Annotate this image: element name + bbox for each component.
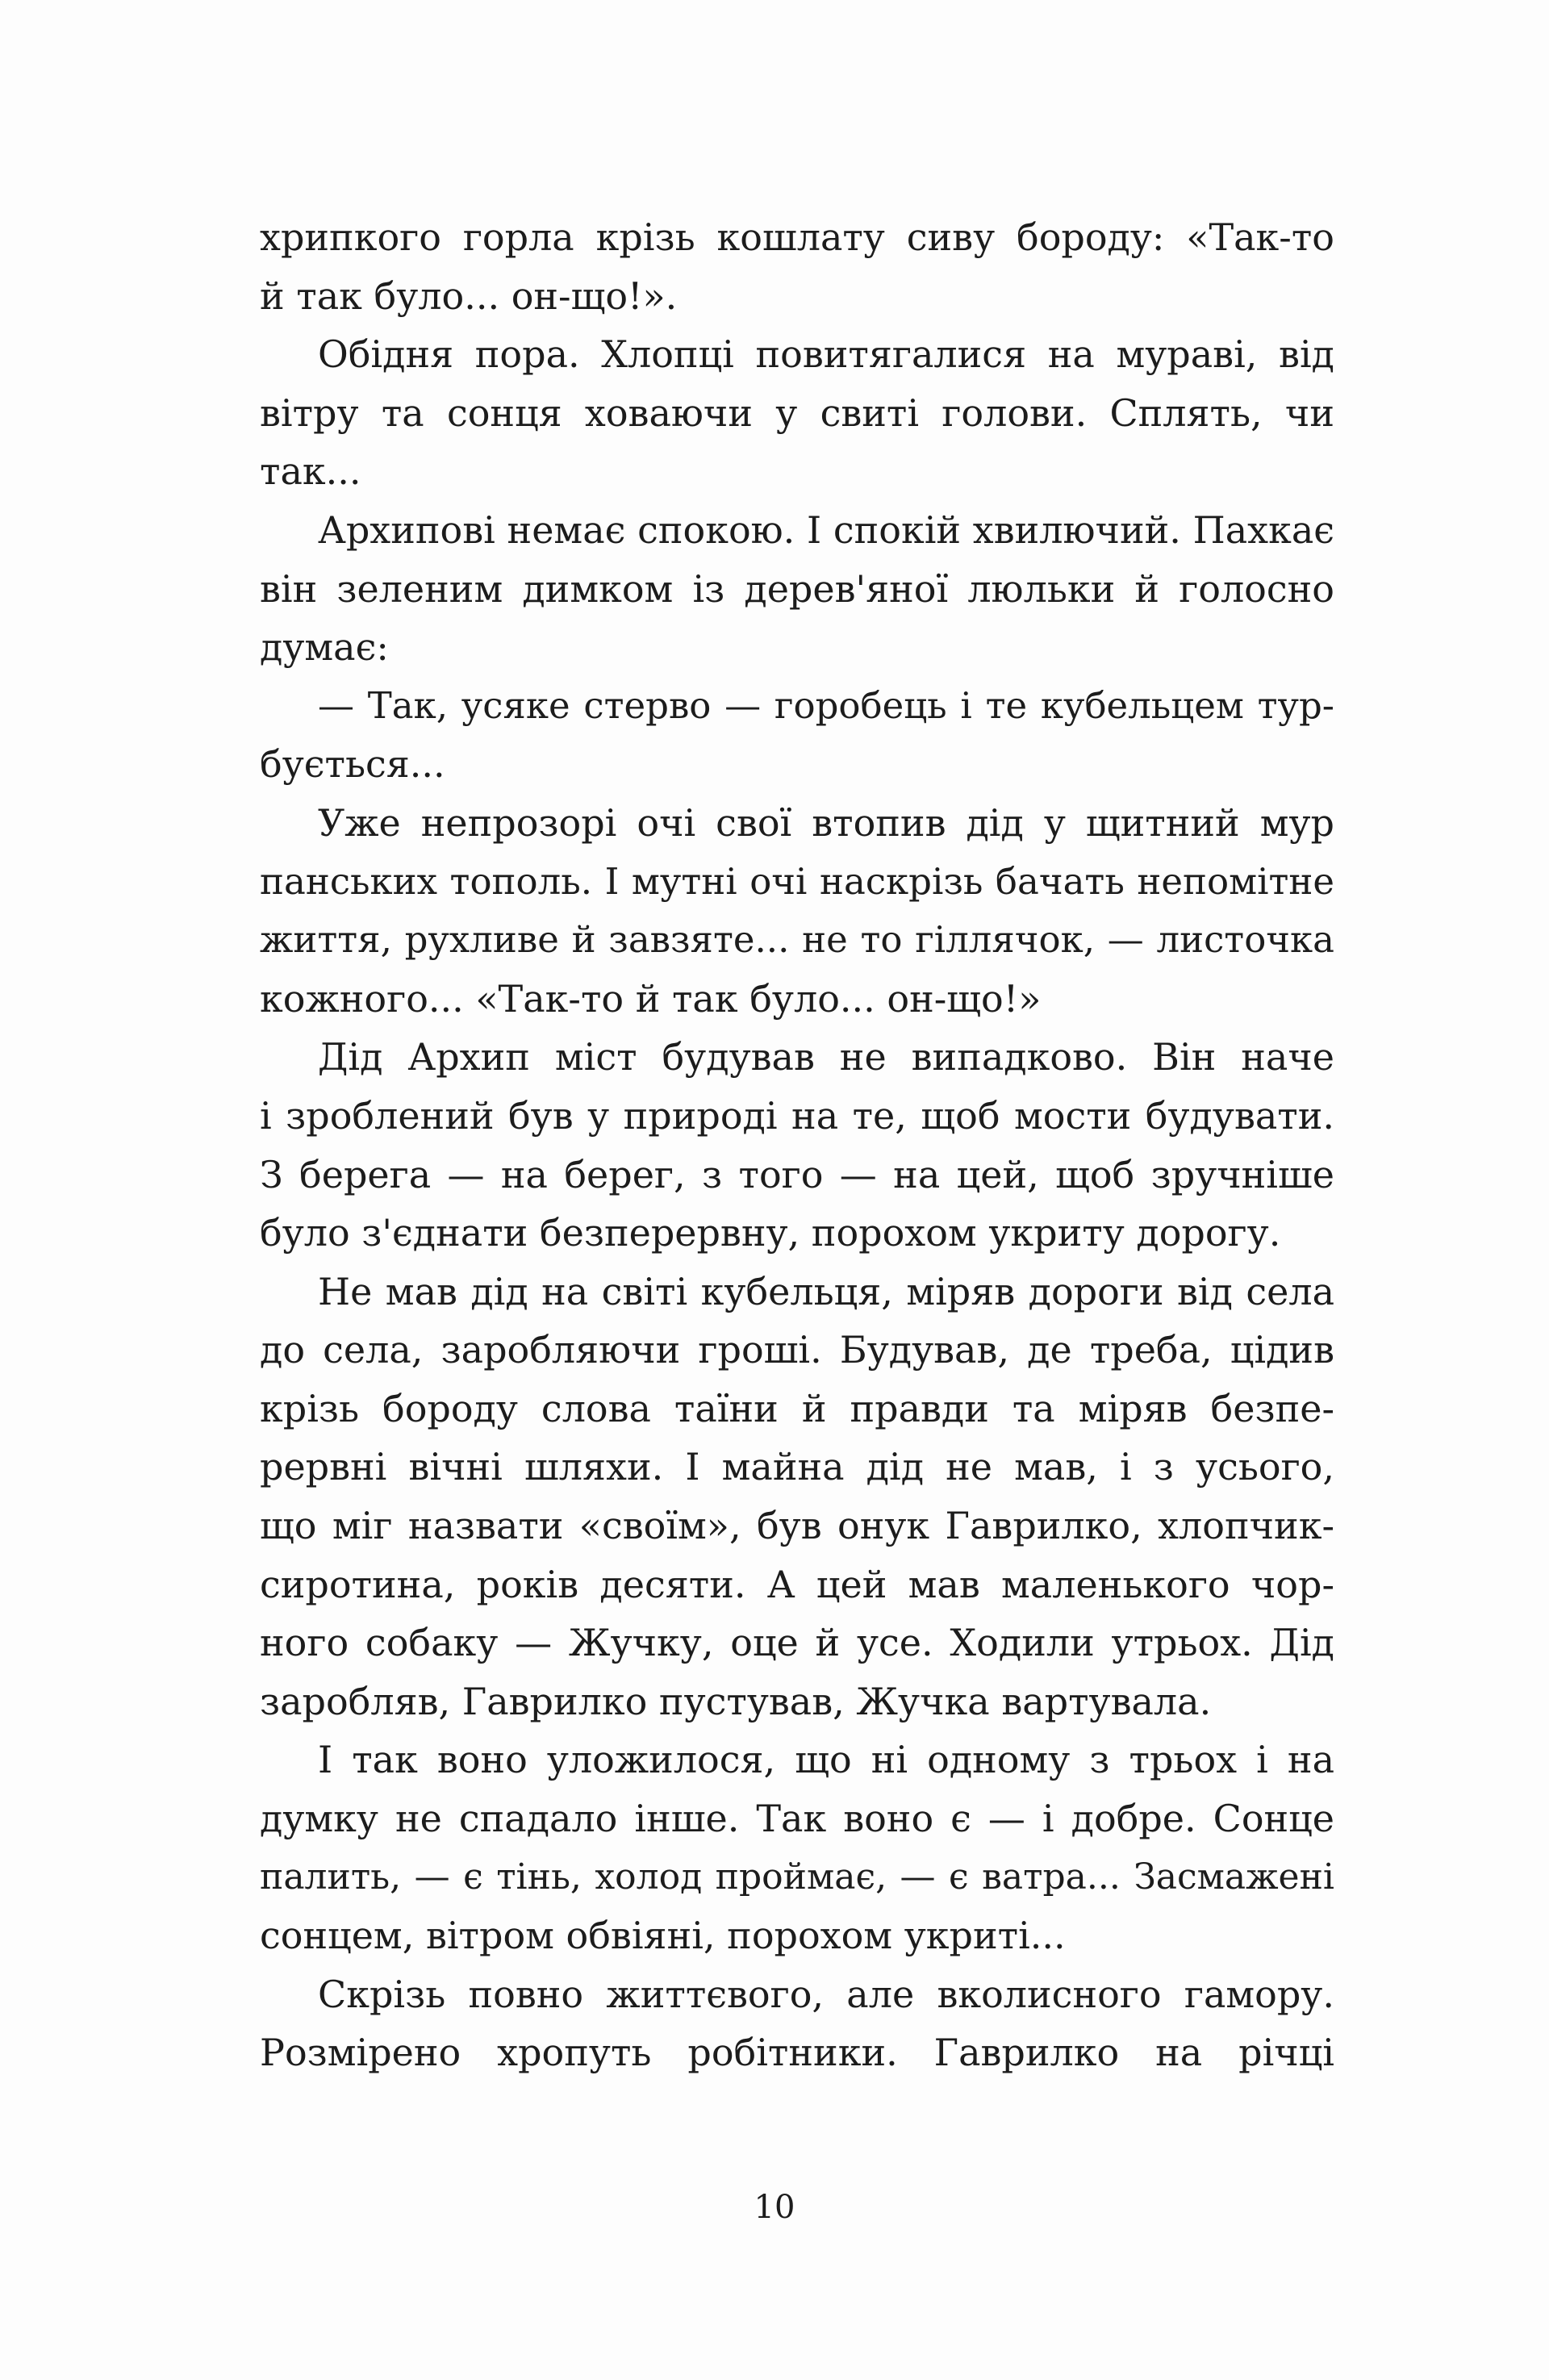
text-line: Скрізь повно життєвого, але вколисного гамору. <box>318 1972 1334 2016</box>
text-line: життя, рухливе й завзяте... не то гіллячок, — листочка <box>260 918 1334 962</box>
text-line: до села, заробляючи гроші. Будував, де треба, цідив <box>260 1328 1334 1372</box>
text-line: рервні вічні шляхи. І майна дід не мав, і з усього, <box>260 1445 1334 1489</box>
text-line: вітру та сонця ховаючи у свиті голови. Сплять, чи <box>260 390 1334 435</box>
text-line: панських тополь. І мутні очі наскрізь бачать непомітне <box>260 859 1334 903</box>
text-line: думає: <box>260 625 389 670</box>
body-text <box>260 208 1334 2082</box>
text-line: ного собаку — Жучку, оце й усе. Ходили утрьох. Дід <box>260 1621 1334 1665</box>
text-line: Обідня пора. Хлопці повитягалися на мураві, від <box>318 332 1334 377</box>
text-line: палить, — є тінь, холод проймає, — є ватра... Засмажені <box>260 1856 1334 1898</box>
text-line: й так було... он-що!». <box>260 273 678 318</box>
text-line: і зроблений був у природі на те, щоб мости будувати. <box>260 1093 1334 1138</box>
text-line: сонцем, вітром обвіяні, порохом укриті... <box>260 1914 1066 1958</box>
text-line: думку не спадало інше. Так воно є — і добре. Сонце <box>260 1797 1334 1841</box>
text-line: було з'єднати безперервну, порохом укриту дорогу. <box>260 1211 1281 1255</box>
text-line: — Так, усяке стерво — горобець і те кубельцем тур- <box>318 683 1334 727</box>
text-line: Дід Архип міст будував не випадково. Він наче <box>318 1035 1334 1079</box>
text-line: З берега — на берег, з того — на цей, щоб зручніше <box>260 1152 1334 1196</box>
text-line: він зеленим димком із дерев'яної люльки й голосно <box>260 566 1334 611</box>
text-line: Архипові немає спокою. І спокій хвилючий. Пахкає <box>318 507 1334 552</box>
text-line: так... <box>260 449 361 494</box>
page-number: 10 <box>754 2189 795 2226</box>
text-line: І так воно уложилося, що ні одному з трьох і на <box>318 1738 1334 1782</box>
text-line: бується... <box>260 742 445 787</box>
text-line: заробляв, Гаврилко пустував, Жучка вартувала. <box>260 1679 1212 1723</box>
text-line: сиротина, років десяти. А цей мав маленького чор- <box>260 1562 1334 1606</box>
text-line: крізь бороду слова таїни й правди та міряв безпе- <box>260 1386 1334 1430</box>
text-line: Розмірено хропуть робітники. Гаврилко на річці <box>260 2031 1334 2075</box>
text-line: хрипкого горла крізь кошлату сиву бороду: «Так-то <box>260 215 1334 259</box>
text-line: Не мав дід на світі кубельця, міряв дороги від села <box>318 1269 1334 1313</box>
text-line: кожного... «Так-то й так було... он-що!» <box>260 976 1042 1021</box>
text-line: що міг назвати «своїм», був онук Гаврилко, хлопчик- <box>260 1504 1334 1548</box>
text-line: Уже непрозорі очі свої втопив дід у щитний мур <box>318 800 1334 845</box>
